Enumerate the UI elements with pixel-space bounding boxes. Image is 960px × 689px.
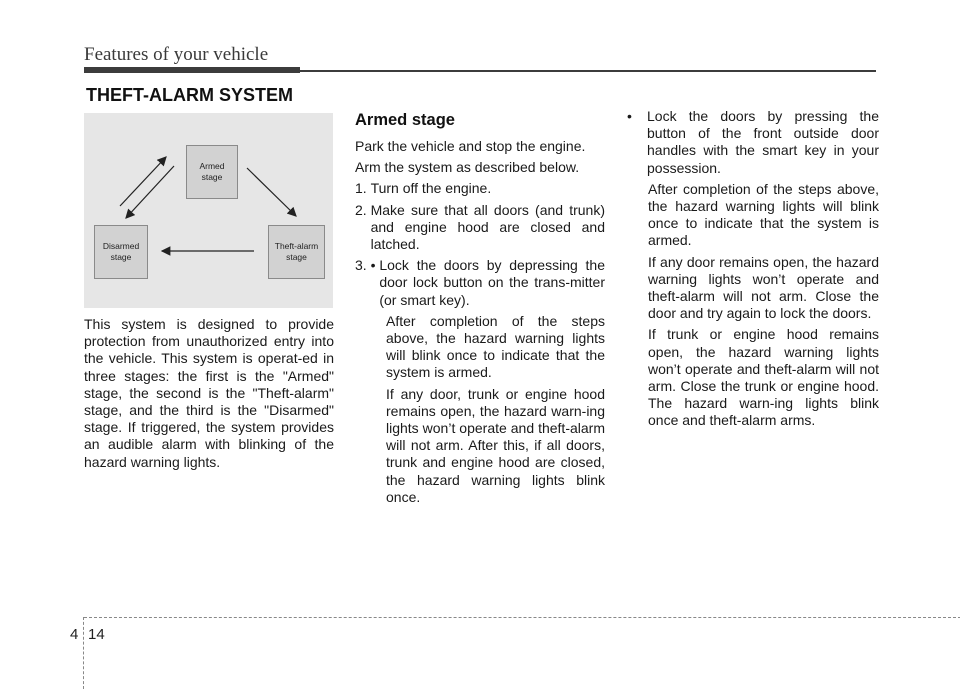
disarmed-stage-label: Disarmed (102, 241, 140, 251)
step-text: Make sure that all doors (and trunk) and engine hood are closed and latched. (370, 201, 605, 253)
theft-alarm-stage-label: Theft-alarm (274, 241, 319, 251)
armed-stage-label: Armed (199, 161, 225, 171)
bullet: • (627, 108, 632, 124)
step-3-note-2: If any door, trunk or engine hood remains open, the hazard warn-ing lights won’t operate and theft-alarm will not arm. After this, if all doors, trunk and engine hood are closed, the hazard warning lights blink once. (386, 385, 605, 505)
step-number: 2. (355, 201, 371, 218)
step-number: 3. • (355, 257, 380, 274)
theft-alarm-stage-box (268, 225, 325, 279)
theft-alarm-stage-sublabel: stage (286, 252, 307, 262)
step-text: Lock the doors by depressing the door lock button on the trans-mitter (or smart key). (379, 257, 605, 308)
page-number: 14 (88, 626, 105, 643)
disarmed-stage-box (94, 225, 148, 279)
step-3 (355, 257, 605, 309)
smart-key-note-2: If any door remains open, the hazard warning lights won’t operate and theft-alarm will not arm. Close the door and try again to lock the doors. (648, 253, 879, 322)
armed-stage-column (355, 108, 605, 510)
smart-key-note-3: If trunk or engine hood remains open, the hazard warning lights won’t operate and theft-alarm will not arm. Close the trunk or engine hood. The hazard warn-ing lights blink once and theft-alarm arms. (648, 326, 879, 429)
smart-key-lead: Lock the doors by pressing the button of the front outside door handles with the smart key in your possession. (647, 108, 879, 176)
header-rule (84, 67, 300, 73)
step-text: Turn off the engine. (370, 180, 492, 197)
header-title: Features of your vehicle (84, 44, 269, 65)
step-3-note-1: After completion of the steps above, the hazard warning lights will blink once to indicate that the system is armed. (386, 312, 605, 381)
footer-rule (84, 617, 960, 618)
smart-key-bullet (627, 108, 879, 177)
section-title: THEFT-ALARM SYSTEM (86, 85, 293, 105)
alarm-stage-diagram (84, 113, 333, 308)
step-number: 1. (355, 180, 371, 197)
instruction-park: Park the vehicle and stop the engine. (355, 138, 586, 154)
step-2 (355, 202, 605, 254)
smart-key-note-1: After completion of the steps above, the hazard warning lights will blink once to indicate that the system is armed. (648, 180, 879, 249)
disarmed-stage-sublabel: stage (110, 252, 132, 262)
header-rule-thin (300, 70, 876, 72)
instruction-arm: Arm the system as described below. (355, 159, 580, 176)
armed-stage-sublabel: stage (201, 172, 223, 182)
intro-paragraph: This system is designed to provide protection from unauthorized entry into the vehicle. This system is operat-ed in three stages: the first is the "Armed" stage, the second is the "Theft-alarm" stage, and the third is the "Disarmed" stage. If triggered, the system provides an audible alarm with blinking of the hazard warning lights. (84, 316, 334, 470)
arrow-armed-to-theft (247, 168, 296, 216)
smart-key-column (627, 108, 879, 434)
footer-divider (83, 617, 84, 689)
step-1 (355, 180, 605, 197)
armed-stage-box (186, 145, 238, 199)
chapter-number: 4 (70, 626, 79, 643)
armed-stage-title: Armed stage (355, 111, 455, 129)
